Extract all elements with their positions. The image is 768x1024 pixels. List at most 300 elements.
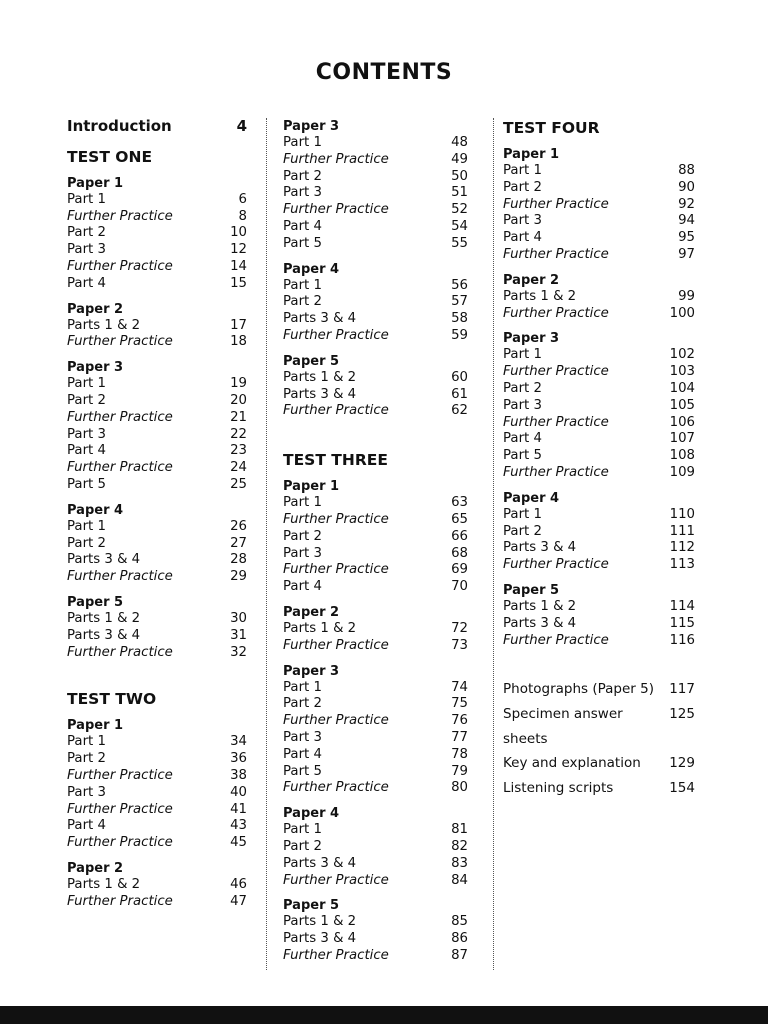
entry-page: 41 [230,801,247,817]
page-title: CONTENTS [315,60,453,85]
entry-page: 94 [678,213,695,229]
contents-entry[interactable] [503,465,695,482]
entry-page: 61 [451,386,468,402]
contents-entry[interactable] [503,364,695,381]
entry-label: Photographs (Paper 5) [503,681,654,698]
entry-page: 36 [230,751,247,767]
contents-entry[interactable] [283,529,468,546]
entry-page: 74 [451,679,468,695]
contents-entry[interactable] [503,247,695,264]
entry-label: Part 3 [503,397,542,413]
entry-label: Parts 1 & 2 [503,288,577,304]
entry-label: Part 4 [67,443,106,459]
entry-page: 77 [451,729,468,745]
appendix-entry[interactable] [503,677,695,702]
contents-entry[interactable] [67,552,247,569]
entry-label: Parts 1 & 2 [67,317,141,333]
entry-label: Part 2 [67,225,106,241]
entry-page: 12 [230,242,247,258]
paper-group [67,502,247,586]
contents-entry[interactable] [503,431,695,448]
entry-label: Part 4 [503,230,542,246]
contents-entry[interactable] [283,387,468,404]
entry-page: 19 [230,376,247,392]
entry-page: 105 [669,397,695,413]
contents-entry[interactable] [283,638,468,655]
entry-label: Listening scripts [503,779,614,796]
contents-entry[interactable] [283,135,468,152]
entry-page: 27 [230,535,247,551]
entry-page: 40 [230,784,247,800]
entry-label: Part 4 [283,579,322,595]
contents-entry[interactable] [67,242,247,259]
contents-entry[interactable] [503,599,695,616]
contents-entry[interactable] [67,460,247,477]
entry-page: 34 [230,734,247,750]
contents-entry[interactable] [67,802,247,819]
entry-page: 54 [451,218,468,234]
entry-page: 86 [451,931,468,947]
contents-entry[interactable] [503,180,695,197]
paper-group [67,860,247,911]
entry-label: Part 1 [67,376,106,392]
contents-entry[interactable] [503,306,695,323]
entry-page: 63 [451,495,468,511]
entry-label: Further Practice [67,767,173,783]
contents-column-3 [503,118,695,800]
entry-page: 113 [669,557,695,573]
entry-page: 59 [451,327,468,343]
entry-page: 99 [678,288,695,304]
contents-entry[interactable] [283,495,468,512]
contents-entry[interactable] [283,680,468,697]
entry-label: Further Practice [67,460,173,476]
entry-label: Parts 1 & 2 [67,876,141,892]
test-heading: TEST FOUR [503,119,600,137]
entry-label: Introduction [67,117,172,135]
entry-page: 20 [230,392,247,408]
entry-page: 68 [451,545,468,561]
paper-heading: Paper 2 [67,301,124,317]
entry-label: Further Practice [503,557,609,573]
appendix-entry[interactable] [503,776,695,801]
entry-page: 4 [236,117,247,135]
contents-entry[interactable] [67,734,247,751]
contents-entry[interactable] [503,448,695,465]
contents-entry[interactable] [67,785,247,802]
entry-label: Further Practice [283,637,389,653]
paper-heading: Paper 5 [67,594,124,610]
entry-page: 103 [669,364,695,380]
entry-page: 14 [230,258,247,274]
contents-entry[interactable] [283,328,468,345]
entry-page: 108 [669,448,695,464]
entry-label: Part 4 [67,275,106,291]
contents-entry[interactable] [283,696,468,713]
contents-entry[interactable] [503,557,695,574]
entry-page: 110 [669,506,695,522]
entry-page: 38 [230,767,247,783]
contents-entry[interactable] [283,169,468,186]
contents-entry[interactable] [283,764,468,781]
paper-heading: Paper 1 [67,175,124,191]
entry-label: Part 4 [67,818,106,834]
paper-heading: Paper 2 [503,272,560,288]
entry-page: 52 [451,202,468,218]
entry-page: 82 [451,838,468,854]
contents-entry[interactable] [283,546,468,563]
entry-page: 55 [451,235,468,251]
entry-page: 90 [678,179,695,195]
entry-label: Parts 1 & 2 [283,620,357,636]
entry-label: Further Practice [283,511,389,527]
entry-label: Parts 1 & 2 [283,369,357,385]
entry-page: 106 [669,414,695,430]
paper-group [503,582,695,649]
contents-entry[interactable] [283,579,468,596]
entry-label: Part 1 [283,679,322,695]
entry-page: 115 [669,615,695,631]
entry-page: 24 [230,460,247,476]
entry-page: 107 [669,431,695,447]
contents-entry[interactable] [283,202,468,219]
contents-entry[interactable] [67,192,247,209]
column-divider [493,118,494,970]
appendix-list [503,677,695,800]
entry-page: 95 [678,230,695,246]
entry-page: 15 [230,275,247,291]
paper-heading: Paper 4 [503,490,560,506]
paper-heading: Paper 1 [503,147,560,162]
paper-group [67,175,247,293]
paper-group [283,663,468,798]
contents-entry[interactable] [283,856,468,873]
entry-label: Part 3 [67,426,106,442]
entry-page: 92 [678,196,695,212]
entry-label: Part 2 [67,751,106,767]
paper-heading: Paper 3 [283,663,340,679]
entry-page: 30 [230,610,247,626]
contents-entry[interactable] [283,512,468,529]
paper-heading: Paper 3 [503,331,560,347]
entry-page: 81 [451,822,468,838]
entry-page: 83 [451,855,468,871]
entry-page: 76 [451,713,468,729]
contents-entry[interactable] [67,376,247,393]
entry-label: Further Practice [283,872,389,888]
entry-page: 21 [230,409,247,425]
entry-label: Further Practice [283,947,389,963]
contents-entry[interactable] [503,213,695,230]
contents-entry[interactable] [503,163,695,180]
contents-entry[interactable] [67,318,247,335]
contents-entry[interactable] [283,219,468,236]
contents-entry[interactable] [283,914,468,931]
contents-entry[interactable] [503,381,695,398]
entry-page: 69 [451,562,468,578]
entry-page: 97 [678,246,695,262]
contents-entry[interactable] [283,152,468,169]
paper-group [67,359,247,494]
entry-label: Parts 3 & 4 [67,627,141,643]
entry-page: 8 [238,208,247,224]
appendix-entry[interactable] [503,751,695,776]
contents-column-2 [283,118,468,965]
contents-entry[interactable] [67,611,247,628]
entry-label: Part 2 [283,696,322,712]
entry-label: Further Practice [503,305,609,321]
contents-entry[interactable] [503,197,695,214]
contents-entry[interactable] [67,877,247,894]
entry-page: 100 [669,305,695,321]
contents-entry[interactable] [67,393,247,410]
entry-label: Part 5 [67,476,106,492]
contents-entry[interactable] [283,311,468,328]
contents-entry[interactable] [283,931,468,948]
contents-column-1 [67,118,247,911]
entry-page: 47 [230,893,247,909]
entry-page: 29 [230,569,247,585]
entry-label: Further Practice [283,562,389,578]
paper-heading: Paper 5 [283,898,340,914]
contents-entry[interactable] [67,751,247,768]
entry-label: Parts 3 & 4 [283,855,357,871]
entry-label: Part 1 [283,135,322,150]
entry-label: Part 5 [503,448,542,464]
contents-entry[interactable] [503,398,695,415]
entry-label: Part 2 [67,392,106,408]
entry-label: Further Practice [67,258,173,274]
entry-label: Key and explanation [503,755,641,772]
paper-group [503,490,695,574]
paper-group [283,604,468,655]
contents-entry[interactable] [503,524,695,541]
scan-edge-bar [0,1006,768,1024]
paper-group [67,301,247,352]
entry-page: 80 [451,780,468,796]
contents-entry[interactable] [67,645,247,662]
contents-entry[interactable] [67,259,247,276]
contents-entry[interactable] [283,948,468,965]
contents-entry[interactable] [67,276,247,293]
entry-page: 50 [451,168,468,184]
contents-entry[interactable] [67,443,247,460]
paper-heading: Paper 2 [283,604,340,620]
entry-label: Further Practice [67,208,173,224]
entry-label: Parts 3 & 4 [503,615,577,631]
entry-page: 72 [451,620,468,636]
entry-label: Parts 1 & 2 [503,598,577,614]
entry-page: 48 [451,135,468,150]
entry-label: Part 1 [503,506,542,522]
entry-label: Part 2 [67,535,106,551]
entry-page: 109 [669,464,695,480]
contents-entry[interactable] [503,616,695,633]
paper-group [503,272,695,323]
contents-entry[interactable] [67,334,247,351]
entry-page: 25 [230,476,247,492]
contents-entry[interactable] [283,780,468,797]
entry-label: Further Practice [67,893,173,909]
contents-entry[interactable] [67,519,247,536]
contents-entry[interactable] [67,225,247,242]
paper-group [283,897,468,964]
contents-entry[interactable] [503,633,695,650]
entry-label: Parts 3 & 4 [283,386,357,402]
paper-heading: Paper 4 [67,502,124,518]
contents-entry[interactable] [67,818,247,835]
entry-page: 114 [669,598,695,614]
column-divider [266,118,267,970]
paper-heading: Paper 5 [503,582,560,598]
entry-page: 57 [451,294,468,310]
entry-page: 116 [669,632,695,648]
contents-entry[interactable] [283,403,468,420]
entry-page: 154 [669,779,695,796]
test-heading: TEST ONE [67,147,153,166]
entry-page: 31 [230,627,247,643]
entry-page: 58 [451,311,468,327]
entry-label: Part 5 [283,763,322,779]
entry-page: 70 [451,579,468,595]
entry-page: 112 [669,540,695,556]
paper-heading: Paper 4 [283,261,340,277]
entry-page: 102 [669,347,695,363]
entry-page: 104 [669,380,695,396]
contents-entry[interactable] [67,410,247,427]
contents-entry[interactable] [67,835,247,852]
appendix-entry[interactable] [503,702,695,751]
entry-label: Part 1 [67,191,106,207]
entry-label: Part 2 [283,168,322,184]
entry-label: Parts 1 & 2 [283,914,357,930]
introduction-entry[interactable] [67,118,247,135]
contents-entry[interactable] [503,289,695,306]
entry-label: Further Practice [67,409,173,425]
entry-label: Further Practice [503,246,609,262]
entry-page: 88 [678,163,695,178]
contents-entry[interactable] [283,236,468,253]
contents-entry[interactable] [283,370,468,387]
entry-page: 66 [451,528,468,544]
entry-page: 79 [451,763,468,779]
entry-label: Part 3 [283,729,322,745]
entry-page: 65 [451,511,468,527]
entry-label: Further Practice [503,364,609,380]
paper-group [283,353,468,420]
paper-heading: Paper 4 [283,806,340,822]
paper-group [67,717,247,852]
entry-label: Part 3 [283,185,322,201]
contents-entry[interactable] [67,477,247,494]
entry-page: 60 [451,369,468,385]
entry-label: Part 1 [283,277,322,293]
entry-page: 87 [451,947,468,963]
entry-page: 46 [230,876,247,892]
test-heading: TEST TWO [67,690,157,709]
entry-page: 117 [669,681,695,698]
entry-label: Part 2 [503,523,542,539]
entry-page: 10 [230,225,247,241]
entry-label: Part 4 [283,746,322,762]
paper-group [283,478,468,596]
contents-entry[interactable] [283,294,468,311]
contents-entry[interactable] [503,540,695,557]
contents-entry[interactable] [503,230,695,247]
paper-group [503,146,695,264]
entry-label: Further Practice [67,801,173,817]
entry-label: Part 1 [503,347,542,363]
entry-label: Further Practice [283,403,389,419]
entry-page: 6 [238,191,247,207]
entry-label: Parts 3 & 4 [283,931,357,947]
entry-page: 51 [451,185,468,201]
contents-entry[interactable] [503,507,695,524]
contents-entry[interactable] [283,278,468,295]
contents-entry[interactable] [67,536,247,553]
contents-entry[interactable] [67,894,247,911]
contents-entry[interactable] [67,768,247,785]
contents-entry[interactable] [503,415,695,432]
entry-label: Part 3 [503,213,542,229]
contents-entry[interactable] [67,628,247,645]
entry-page: 73 [451,637,468,653]
contents-entry[interactable] [283,562,468,579]
paper-heading: Paper 1 [67,718,124,734]
entry-label: Part 1 [503,163,542,178]
entry-label: Further Practice [67,644,173,660]
contents-entry[interactable] [67,569,247,586]
entry-label: Parts 3 & 4 [503,540,577,556]
entry-label: Further Practice [283,327,389,343]
entry-label: Part 4 [283,218,322,234]
contents-entry[interactable] [283,839,468,856]
paper-heading: Paper 2 [67,860,124,876]
entry-page: 17 [230,317,247,333]
contents-entry[interactable] [283,621,468,638]
entry-label: Parts 3 & 4 [67,552,141,568]
contents-entry[interactable] [283,822,468,839]
entry-page: 62 [451,403,468,419]
contents-entry[interactable] [67,427,247,444]
entry-page: 26 [230,518,247,534]
contents-entry[interactable] [283,185,468,202]
entry-page: 49 [451,151,468,167]
entry-page: 75 [451,696,468,712]
entry-page: 56 [451,277,468,293]
contents-entry[interactable] [283,873,468,890]
entry-page: 129 [669,755,695,772]
entry-label: Part 5 [283,235,322,251]
paper-heading: Paper 3 [283,119,340,134]
entry-label: Further Practice [283,780,389,796]
entry-page: 125 [669,705,695,722]
entry-page: 84 [451,872,468,888]
entry-label: Part 2 [283,838,322,854]
paper-group [503,330,695,481]
entry-label: Further Practice [67,569,173,585]
contents-entry[interactable] [283,713,468,730]
paper-heading: Paper 3 [67,360,124,376]
contents-entry[interactable] [503,347,695,364]
entry-page: 43 [230,818,247,834]
contents-entry[interactable] [283,730,468,747]
entry-label: Part 2 [503,380,542,396]
contents-entry[interactable] [67,209,247,226]
entry-label: Further Practice [67,835,173,851]
entry-label: Further Practice [67,334,173,350]
contents-entry[interactable] [283,747,468,764]
